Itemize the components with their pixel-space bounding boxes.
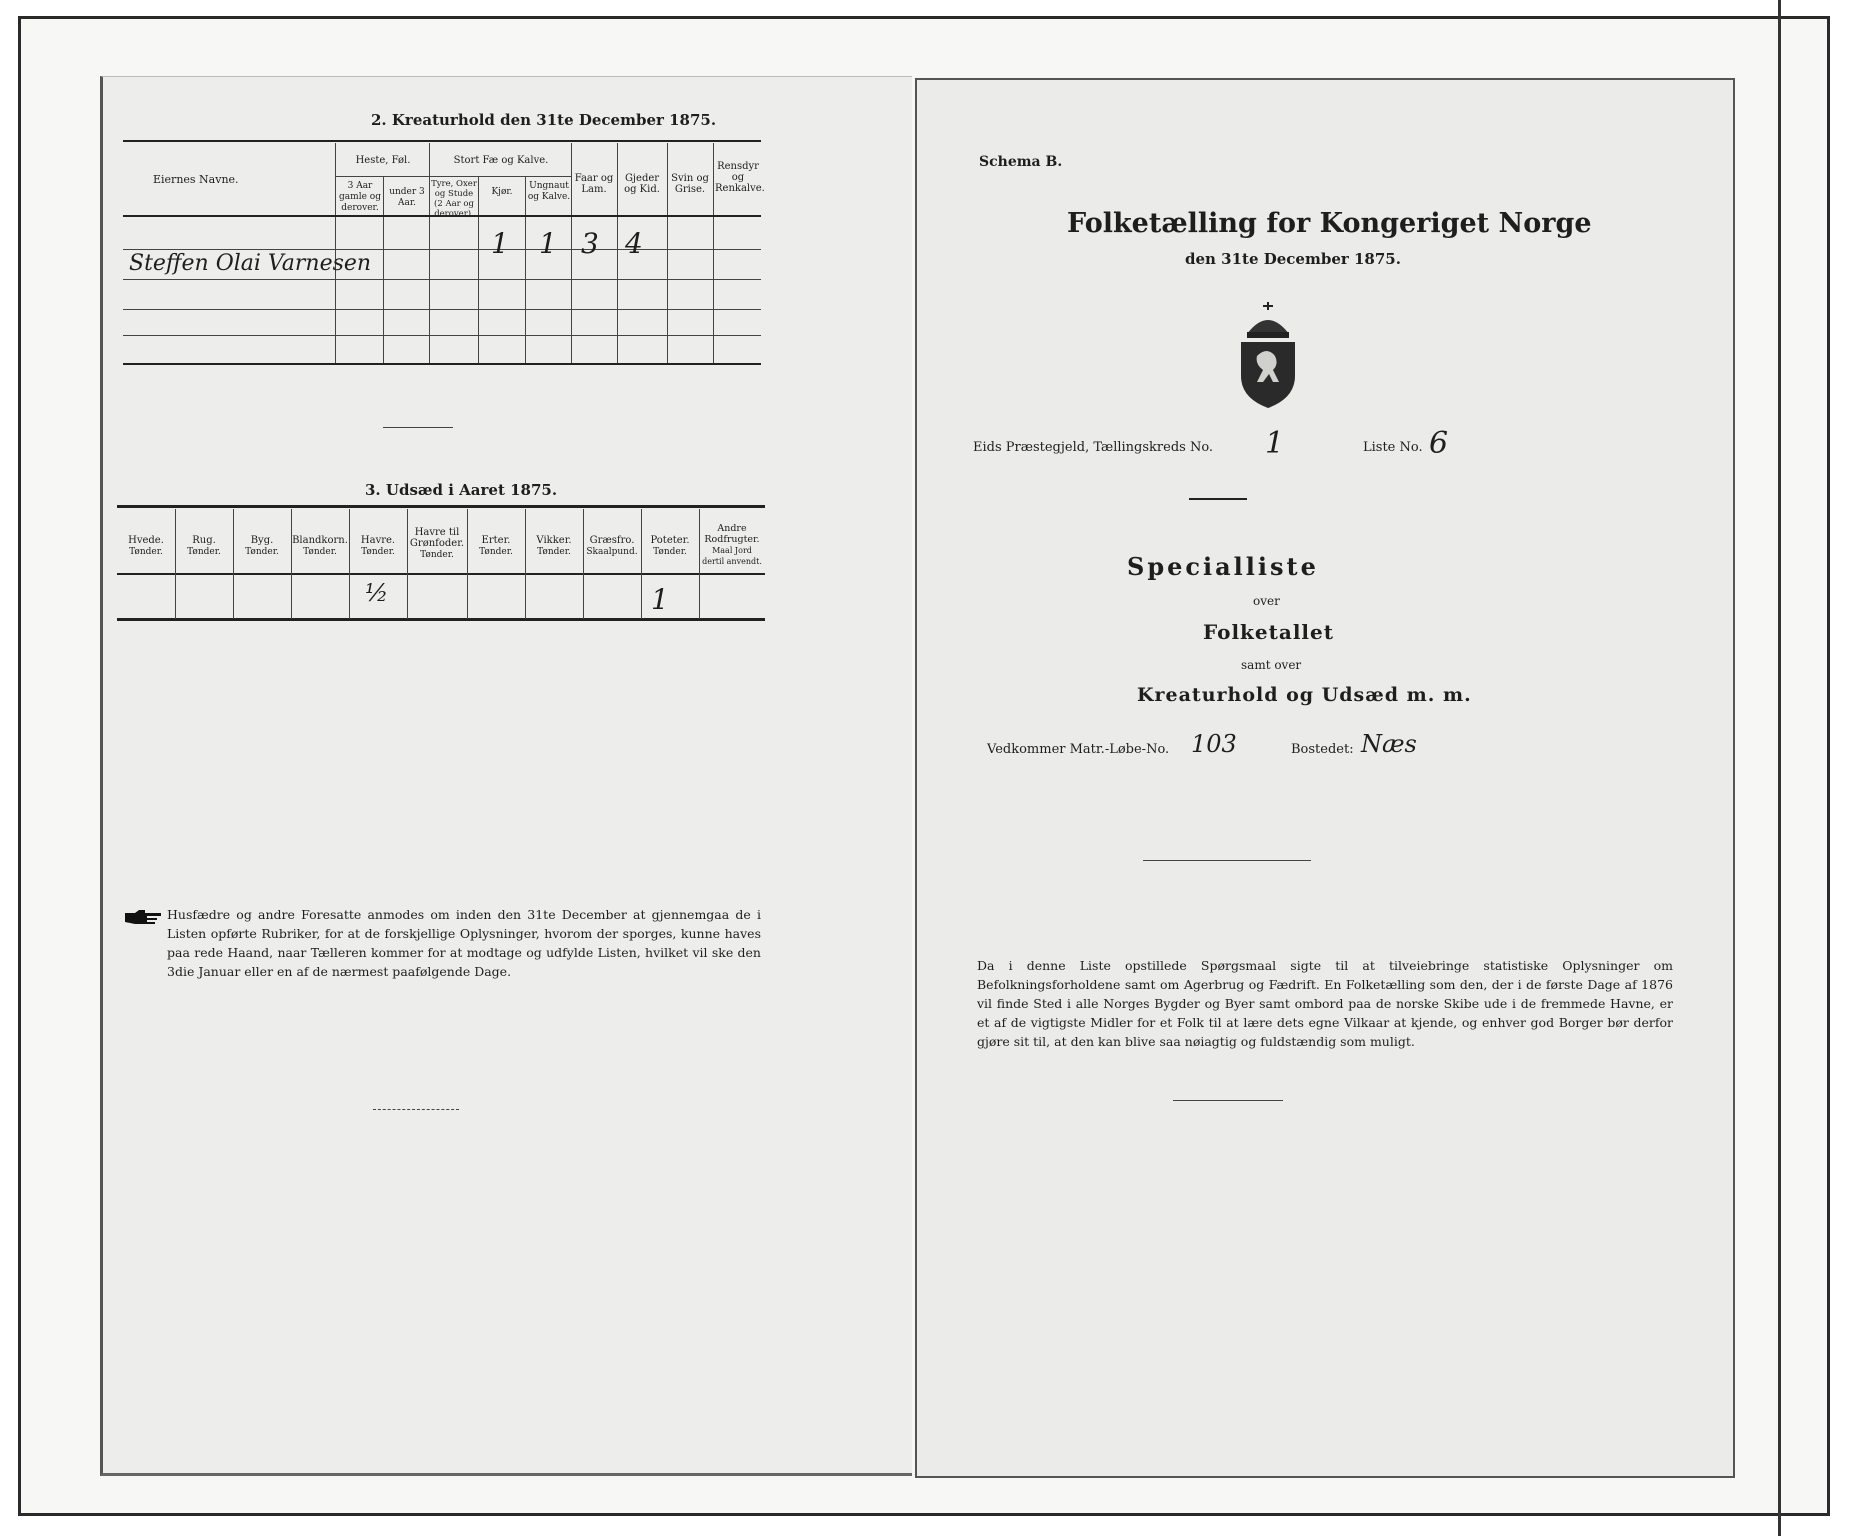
table1-top-rule — [123, 140, 761, 142]
bostedet-value: Næs — [1361, 730, 1417, 758]
faar-header: Faar og Lam. — [574, 173, 614, 195]
footer-rule — [1173, 1100, 1283, 1101]
section3-title: 3. Udsæd i Aaret 1875. — [365, 481, 558, 499]
heste-under3-subheader: under 3 Aar. — [389, 187, 425, 208]
havre-value: ½ — [365, 579, 389, 607]
bostedet-label: Bostedet: — [1291, 742, 1354, 757]
coat-of-arms-icon — [1235, 300, 1301, 410]
table1-col-line — [713, 143, 714, 365]
udsaed-col-byg: Byg. Tønder. — [245, 535, 279, 557]
table2-col-line — [175, 509, 176, 619]
heste-3aar-subheader: 3 Aar gamle og derover. — [339, 181, 381, 213]
table1-header-rule — [123, 215, 761, 217]
udsaed-col-havre: Havre. Tønder. — [360, 535, 396, 557]
table2-col-line — [641, 509, 642, 619]
section2-title: 2. Kreaturhold den 31te December 1875. — [371, 111, 717, 129]
pointing-hand-icon — [123, 907, 163, 927]
kjoer-value: 1 — [491, 227, 509, 260]
udsaed-col-blandkorn: Blandkorn. Tønder. — [292, 535, 348, 557]
footer-rule — [373, 1109, 459, 1110]
table1-group-rule — [429, 176, 571, 177]
over-label-1: over — [1253, 594, 1280, 608]
udsaed-col-andre: Andre Rodfrugter. Maal Jord dertil anvendt. — [702, 523, 762, 566]
table2-col-line — [233, 509, 234, 619]
table1-row-rule — [123, 309, 761, 310]
gjeder-value: 4 — [625, 227, 643, 260]
table1-group-rule — [335, 176, 429, 177]
census-date: den 31te December 1875. — [1185, 250, 1401, 268]
table2-col-line — [467, 509, 468, 619]
census-title: Folketælling for Kongeriget Norge — [1067, 208, 1592, 239]
table2-col-line — [525, 509, 526, 619]
table1-col-line — [478, 177, 479, 365]
owner-name-header: Eiernes Navne. — [153, 173, 239, 186]
udsaed-col-erter: Erter. Tønder. — [479, 535, 513, 557]
table2-col-line — [407, 509, 408, 619]
udsaed-col-rug: Rug. Tønder. — [187, 535, 221, 557]
separator-rule — [1143, 860, 1311, 861]
prestegjeld-label: Eids Præstegjeld, Tællingskreds No. — [973, 440, 1214, 455]
footnote-text: Husfædre og andre Foresatte anmodes om inden den 31te December at gjennemgaa de i Listen opførte Rubriker, for at de forskjellige Oplysninger, hvorom der sporges, kunne haves paa rede Haand, naar Tælleren kommer for at modtage og udfylde Listen, hvilket vil ske den 3die Januar eller en af de nærmest paafølgende Dage. — [167, 907, 761, 979]
udsaed-col-graesfro: Græsfro. Skaalpund. — [586, 535, 638, 557]
right-page — [915, 78, 1735, 1478]
table1-row-rule — [123, 279, 761, 280]
table1-col-line — [525, 177, 526, 365]
faar-value: 3 — [581, 227, 599, 260]
heste-header: Heste, Føl. — [355, 155, 411, 166]
udsaed-col-havre-gronfoder: Havre til Grønfoder. Tønder. — [409, 527, 465, 560]
udsaed-col-poteter: Poteter. Tønder. — [650, 535, 690, 557]
table2-col-line — [291, 509, 292, 619]
stort-fae-header: Stort Fæ og Kalve. — [453, 155, 549, 166]
table1-col-line — [667, 143, 668, 365]
rensdyr-header: Rensdyr og Renkalve. — [715, 161, 765, 194]
owner-name-value: Steffen Olai Varnesen — [129, 251, 372, 276]
samt-over-label: samt over — [1241, 658, 1302, 672]
svin-header: Svin og Grise. — [671, 173, 709, 195]
schema-label: Schema B. — [979, 154, 1063, 170]
table2-col-line — [699, 509, 700, 619]
udsaed-col-vikker: Vikker. Tønder. — [536, 535, 572, 557]
table1-col-line — [617, 143, 618, 365]
liste-value: 6 — [1429, 426, 1449, 461]
matr-label: Vedkommer Matr.-Løbe-No. — [987, 742, 1170, 757]
table1-bottom-rule — [123, 363, 761, 365]
separator-rule — [1189, 498, 1247, 500]
folketallet-label: Folketallet — [1203, 620, 1334, 644]
table2-col-line — [349, 509, 350, 619]
tellingskreds-value: 1 — [1265, 426, 1285, 461]
tyre-subheader: Tyre, Oxer og Stude (2 Aar og derover). — [431, 179, 477, 219]
scan-edge-line — [1778, 0, 1781, 1536]
intro-paragraph: Da i denne Liste opstillede Spørgsmaal sigte til at tilveiebringe statistiske Oplysninger om Befolkningsforholdene samt om Agerbrug og Fædrift. En Folketælling som den, der i de første Dage af 1876 vil finde Sted i alle Norges Bygder og Byer samt ombord paa de norske Skibe ude i de fremmede Havne, er et af de vigtigste Midler for et Folk til at lære dets egne Vilkaar at kjende, og enhver god Borger bør derfor gjøre sit til, at den kan blive saa nøiagtig og fuldstændig som muligt. — [977, 958, 1673, 1049]
ungnaut-value: 1 — [539, 227, 557, 260]
table2-header-rule — [117, 573, 765, 575]
kreaturhold-label: Kreaturhold og Udsæd m. m. — [1137, 684, 1472, 706]
table1-row-rule — [123, 335, 761, 336]
left-page — [100, 76, 912, 1476]
ungnaut-subheader: Ungnaut og Kalve. — [527, 181, 571, 202]
table1-col-line — [383, 177, 384, 365]
kjoer-subheader: Kjør. — [491, 187, 513, 197]
matr-value: 103 — [1191, 730, 1237, 758]
separator-rule — [383, 427, 453, 428]
table1-col-line — [571, 143, 572, 365]
poteter-value: 1 — [651, 583, 669, 616]
table1-row-rule — [123, 249, 761, 250]
table2-col-line — [583, 509, 584, 619]
liste-label: Liste No. — [1363, 440, 1423, 455]
gjeder-header: Gjeder og Kid. — [624, 173, 660, 195]
specialliste-title: Specialliste — [1127, 552, 1319, 581]
table2-top-rule — [117, 505, 765, 508]
table2-bottom-rule — [117, 618, 765, 621]
udsaed-col-hvede: Hvede. Tønder. — [128, 535, 164, 557]
